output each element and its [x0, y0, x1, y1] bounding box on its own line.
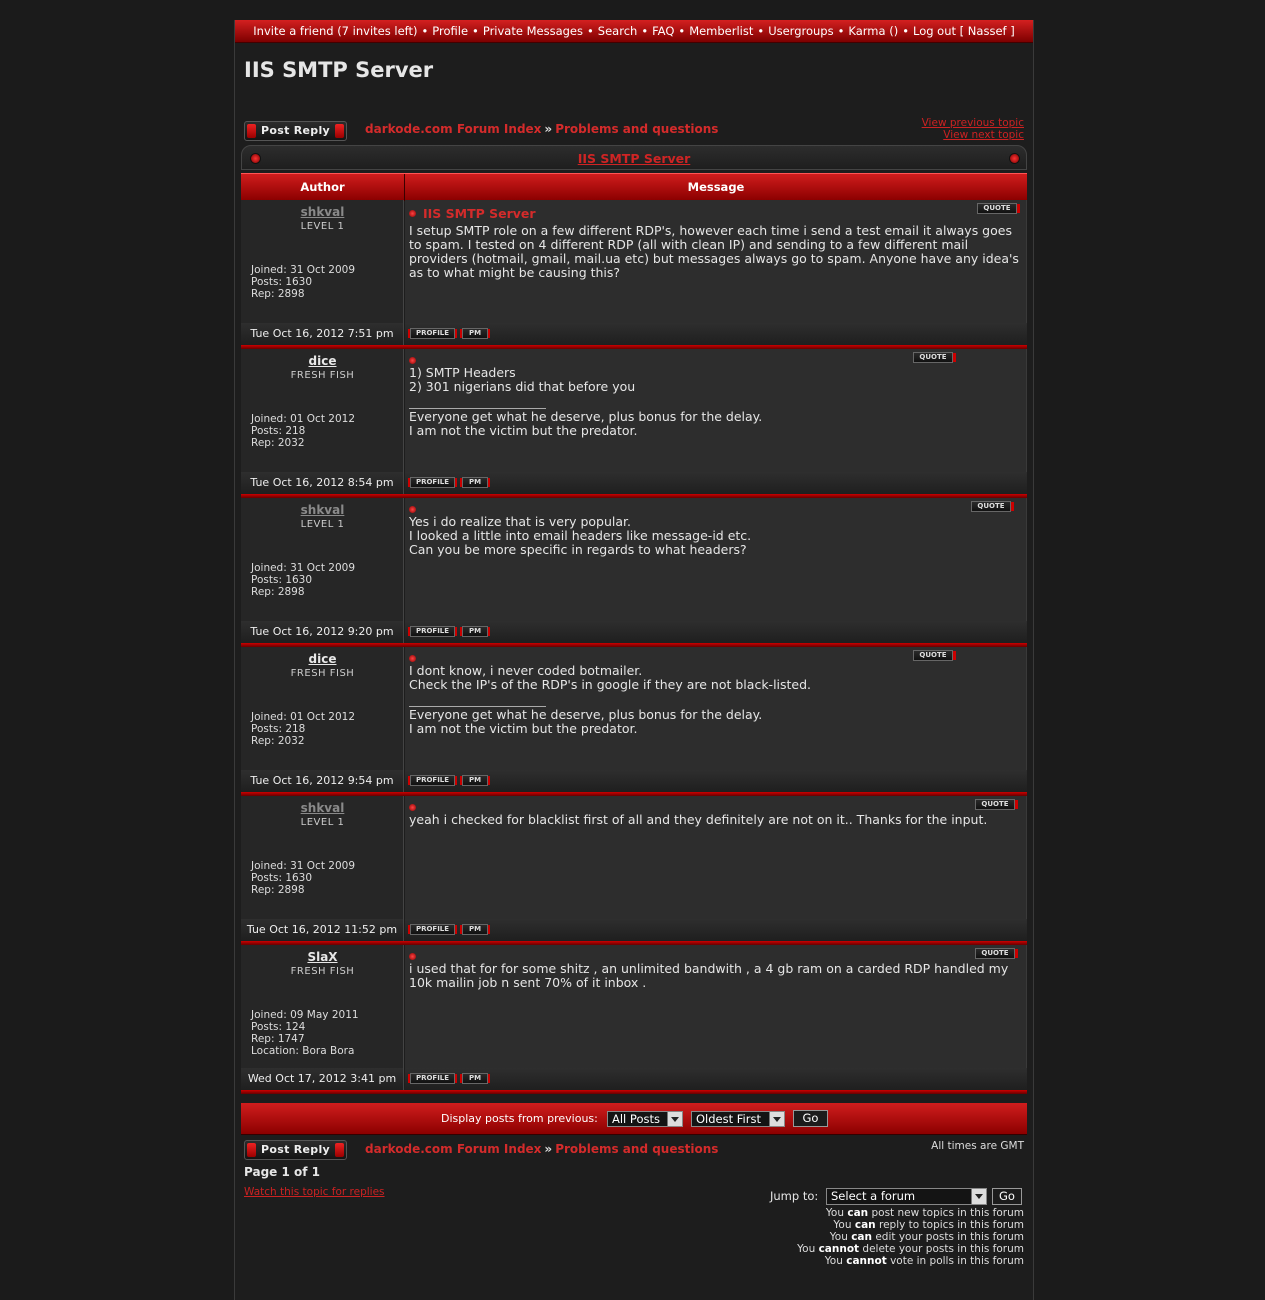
permission-line: [797, 1243, 1024, 1255]
author-username[interactable]: SlaX: [307, 950, 338, 964]
permission-line: [797, 1231, 1024, 1243]
profile-button[interactable]: PROFILE: [410, 924, 455, 935]
breadcrumb-category[interactable]: Problems and questions: [555, 1142, 719, 1156]
post-bullet-icon: [409, 655, 416, 662]
post-author-panel: [241, 647, 404, 770]
topic-title-link[interactable]: IIS SMTP Server: [577, 151, 691, 166]
page-info: Page 1 of 1: [244, 1165, 320, 1179]
author-joined: Joined: 31 Oct 2009: [251, 264, 356, 276]
author-posts: Posts: 1630: [251, 574, 313, 586]
post-body: [409, 224, 1021, 280]
nav-link[interactable]: Invite a friend (7 invites left): [253, 24, 418, 38]
author-joined: Joined: 09 May 2011: [251, 1009, 359, 1021]
permission-action: delete your posts in this forum: [862, 1243, 1024, 1255]
breadcrumb-category[interactable]: Problems and questions: [555, 122, 719, 136]
permission-action: reply to topics in this forum: [879, 1219, 1024, 1231]
red-dot-icon: [1009, 153, 1020, 164]
post-author-panel: [241, 796, 404, 919]
post-author-panel: [241, 349, 404, 472]
pm-button[interactable]: PM: [462, 626, 488, 637]
post: [241, 349, 1027, 498]
breadcrumb-arrow: »: [544, 122, 553, 136]
permission-subject: You: [825, 1207, 845, 1219]
signature-line: Everyone get what he deserve, plus bonus for the delay.: [409, 707, 763, 722]
permission-line: [797, 1255, 1024, 1267]
post-author-panel: [241, 200, 404, 323]
author-joined: Joined: 01 Oct 2012: [251, 711, 356, 723]
nav-link[interactable]: Log out [ Nassef ]: [912, 24, 1015, 38]
post-date: Tue Oct 16, 2012 9:54 pm: [241, 770, 404, 792]
post: [241, 498, 1027, 647]
post-bullet-icon: [409, 506, 416, 513]
nav-separator: •: [837, 24, 845, 38]
next-topic-link[interactable]: View next topic: [943, 129, 1024, 141]
post-author-panel: [241, 498, 404, 621]
author-rank: LEVEL 1: [300, 817, 345, 828]
post: [241, 200, 1027, 349]
author-joined: Joined: 31 Oct 2009: [251, 562, 356, 574]
page-title: IIS SMTP Server: [244, 58, 434, 82]
nav-separator: •: [472, 24, 479, 38]
post-bullet-icon: [409, 953, 416, 960]
nav-separator: •: [757, 24, 765, 38]
author-rank: FRESH FISH: [290, 966, 355, 977]
nav-separator: •: [641, 24, 649, 38]
permission-action: vote in polls in this forum: [890, 1255, 1024, 1267]
author-posts: Posts: 218: [251, 723, 306, 735]
post-reply-label: Post Reply: [261, 124, 330, 137]
post-body-line: Yes i do realize that is very popular.: [409, 514, 631, 529]
post-date: Tue Oct 16, 2012 7:51 pm: [241, 323, 404, 345]
author-stats: [251, 860, 355, 896]
author-rank: FRESH FISH: [290, 668, 355, 679]
author-posts: Posts: 1630: [251, 872, 313, 884]
display-go-button[interactable]: Go: [793, 1110, 828, 1127]
author-posts: Posts: 1630: [251, 276, 313, 288]
author-rep: Rep: 2898: [251, 586, 305, 598]
chevron-down-icon: [769, 1112, 784, 1126]
nav-separator: •: [587, 24, 594, 38]
posts-period-select[interactable]: [607, 1111, 683, 1127]
author-rank: LEVEL 1: [300, 519, 345, 530]
profile-button[interactable]: PROFILE: [410, 477, 455, 488]
post-body-line: 1) SMTP Headers: [409, 365, 516, 380]
post-actions: [405, 919, 1027, 941]
post-message-panel: [405, 647, 1027, 770]
author-stats: [251, 711, 355, 747]
post-date: Tue Oct 16, 2012 8:54 pm: [241, 472, 404, 494]
author-column-header: Author: [300, 180, 345, 194]
permission-subject: You: [829, 1231, 848, 1243]
message-column-header: Message: [687, 180, 745, 194]
display-options-bar: [241, 1103, 1027, 1135]
post-body-line: Can you be more specific in regards to what headers?: [409, 542, 747, 557]
post-reply-button-bottom[interactable]: [244, 1140, 347, 1160]
profile-button[interactable]: PROFILE: [410, 328, 455, 339]
post-bullet-icon: [409, 210, 416, 217]
posts-order-select[interactable]: [691, 1111, 785, 1127]
post-actions: [405, 323, 1027, 345]
permission-verb: cannot: [846, 1255, 887, 1267]
post-actions: [405, 1068, 1027, 1090]
post-divider: [241, 1090, 1027, 1094]
post-message-panel: [405, 349, 1027, 472]
posts-order-value: Oldest First: [696, 1112, 761, 1126]
author-rank: FRESH FISH: [290, 370, 355, 381]
post-date: Wed Oct 17, 2012 3:41 pm: [241, 1068, 404, 1090]
nav-link[interactable]: FAQ: [652, 24, 675, 38]
post-actions: [405, 621, 1027, 643]
profile-button[interactable]: PROFILE: [410, 775, 455, 786]
post-subject-text: IIS SMTP Server: [423, 206, 536, 221]
author-username[interactable]: dice: [308, 354, 337, 368]
post: [241, 945, 1027, 1094]
posts-period-value: All Posts: [612, 1112, 660, 1126]
post-date: Tue Oct 16, 2012 9:20 pm: [241, 621, 404, 643]
permission-line: [797, 1219, 1024, 1231]
previous-topic-link[interactable]: View previous topic: [921, 117, 1024, 129]
quote-button[interactable]: QUOTE: [977, 203, 1017, 214]
post-body-line: I dont know, i never coded botmailer.: [409, 663, 643, 678]
nav-link[interactable]: Memberlist: [689, 24, 754, 38]
author-stats: [251, 562, 355, 598]
author-joined: Joined: 31 Oct 2009: [251, 860, 356, 872]
author-location: Location: Bora Bora: [251, 1045, 355, 1057]
table-header: [241, 173, 1027, 200]
signature-line: I am not the victim but the predator.: [409, 423, 638, 438]
post-date: Tue Oct 16, 2012 11:52 pm: [241, 919, 404, 941]
author-rep: Rep: 2032: [251, 735, 305, 747]
permission-verb: can: [851, 1231, 872, 1243]
post-body-line: yeah i checked for blacklist first of all and they definitely are not on it.. Thanks for the input.: [409, 812, 988, 827]
post-body-line: I setup SMTP role on a few different RDP's, however each time i send a test email it always goes to spam. I tested on 4 different RDP (all with clean IP) and sending to a few different mail providers (hotmail, gmail, mail.ua etc) but messages always go to spam. Anyone have any idea's as to what might be causing this?: [409, 223, 1019, 280]
signature-line: I am not the victim but the predator.: [409, 721, 638, 736]
post-body: [409, 515, 1021, 557]
permission-subject: You: [824, 1255, 843, 1267]
permission-line: [797, 1207, 1024, 1219]
post-actions: [405, 472, 1027, 494]
post-body-line: Check the IP's of the RDP's in google if they are not black-listed.: [409, 677, 812, 692]
topic-navigation: [922, 117, 1024, 141]
post-message-panel: [405, 498, 1027, 621]
nav-separator: •: [902, 24, 909, 38]
nav-link[interactable]: Usergroups: [768, 24, 834, 38]
quote-button[interactable]: QUOTE: [975, 948, 1015, 959]
topic-title-bar: [241, 145, 1027, 170]
author-rep: Rep: 2898: [251, 884, 305, 896]
jump-go-button[interactable]: Go: [992, 1188, 1022, 1205]
post-signature: [409, 706, 1021, 736]
post-message-panel: [405, 796, 1027, 919]
permission-action: post new topics in this forum: [871, 1207, 1024, 1219]
top-navigation: [235, 20, 1033, 43]
pm-button[interactable]: PM: [462, 1073, 488, 1084]
post: [241, 796, 1027, 945]
permission-verb: cannot: [818, 1243, 860, 1255]
post-body-line: 2) 301 nigerians did that before you: [409, 379, 636, 394]
forum-permissions: [797, 1207, 1024, 1267]
breadcrumb-forum-index[interactable]: darkode.com Forum Index: [365, 1142, 542, 1156]
author-stats: [251, 264, 355, 300]
permission-verb: can: [847, 1207, 869, 1219]
jump-to-label: Jump to:: [770, 1189, 819, 1203]
pm-button[interactable]: PM: [462, 924, 488, 935]
pm-button[interactable]: PM: [462, 328, 488, 339]
breadcrumb-bottom: [365, 1142, 718, 1156]
pm-button[interactable]: PM: [462, 775, 488, 786]
breadcrumb-arrow: »: [544, 1142, 553, 1156]
post-body: [409, 813, 1021, 827]
author-username[interactable]: shkval: [300, 503, 345, 517]
nav-link[interactable]: Karma (): [848, 24, 899, 38]
post-message-panel: [405, 200, 1027, 323]
post-subject: [409, 206, 536, 221]
profile-button[interactable]: PROFILE: [410, 626, 455, 637]
post-actions: [405, 770, 1027, 792]
author-username[interactable]: shkval: [300, 205, 345, 219]
nav-link[interactable]: Private Messages: [482, 24, 583, 38]
post-author-panel: [241, 945, 404, 1068]
quote-button[interactable]: QUOTE: [975, 799, 1015, 810]
display-posts-label: Display posts from previous:: [441, 1112, 598, 1125]
author-rep: Rep: 2898: [251, 288, 305, 300]
chevron-down-icon: [971, 1189, 986, 1204]
red-dot-icon: [250, 153, 261, 164]
page-wrapper: [234, 20, 1034, 1300]
author-posts: Posts: 124: [251, 1021, 306, 1033]
nav-link[interactable]: Search: [597, 24, 638, 38]
post-bullet-icon: [409, 357, 416, 364]
watch-topic-link[interactable]: Watch this topic for replies: [244, 1186, 385, 1198]
author-rep: Rep: 2032: [251, 437, 305, 449]
timezone-note: All times are GMT: [931, 1140, 1024, 1152]
author-posts: Posts: 218: [251, 425, 306, 437]
nav-link[interactable]: Profile: [432, 24, 469, 38]
author-stats: [251, 1009, 359, 1057]
author-username[interactable]: shkval: [300, 801, 345, 815]
chevron-down-icon: [667, 1112, 682, 1126]
author-joined: Joined: 01 Oct 2012: [251, 413, 356, 425]
breadcrumb-forum-index[interactable]: darkode.com Forum Index: [365, 122, 542, 136]
post-reply-label: Post Reply: [261, 1143, 330, 1156]
profile-button[interactable]: PROFILE: [410, 1073, 455, 1084]
signature-line: Everyone get what he deserve, plus bonus for the delay.: [409, 409, 763, 424]
author-rank: LEVEL 1: [300, 221, 345, 232]
author-rep: Rep: 1747: [251, 1033, 305, 1045]
post-body: [409, 962, 1021, 990]
jump-to-select[interactable]: [826, 1188, 987, 1205]
post-body-line: I looked a little into email headers like message-id etc.: [409, 528, 752, 543]
post: [241, 647, 1027, 796]
post-body-line: i used that for for some shitz , an unlimited bandwith , a 4 gb ram on a carded RDP handled my 10k mailin job n sent 70% of it inbox .: [409, 961, 1009, 990]
post-body: [409, 366, 1021, 438]
post-signature: [409, 408, 1021, 438]
nav-separator: •: [678, 24, 686, 38]
post-message-panel: [405, 945, 1027, 1068]
author-stats: [251, 413, 355, 449]
breadcrumb: [365, 122, 718, 136]
post-body: [409, 664, 1021, 736]
nav-separator: •: [421, 24, 429, 38]
author-username[interactable]: dice: [308, 652, 337, 666]
post-bullet-icon: [409, 804, 416, 811]
permission-subject: You: [833, 1219, 852, 1231]
jump-to-value: Select a forum: [831, 1189, 916, 1203]
permission-verb: can: [854, 1219, 876, 1231]
quote-button[interactable]: QUOTE: [913, 352, 953, 363]
pm-button[interactable]: PM: [462, 477, 488, 488]
permission-subject: You: [797, 1243, 816, 1255]
post-reply-button[interactable]: [244, 121, 347, 141]
quote-button[interactable]: QUOTE: [913, 650, 953, 661]
quote-button[interactable]: QUOTE: [971, 501, 1011, 512]
permission-action: edit your posts in this forum: [875, 1231, 1024, 1243]
